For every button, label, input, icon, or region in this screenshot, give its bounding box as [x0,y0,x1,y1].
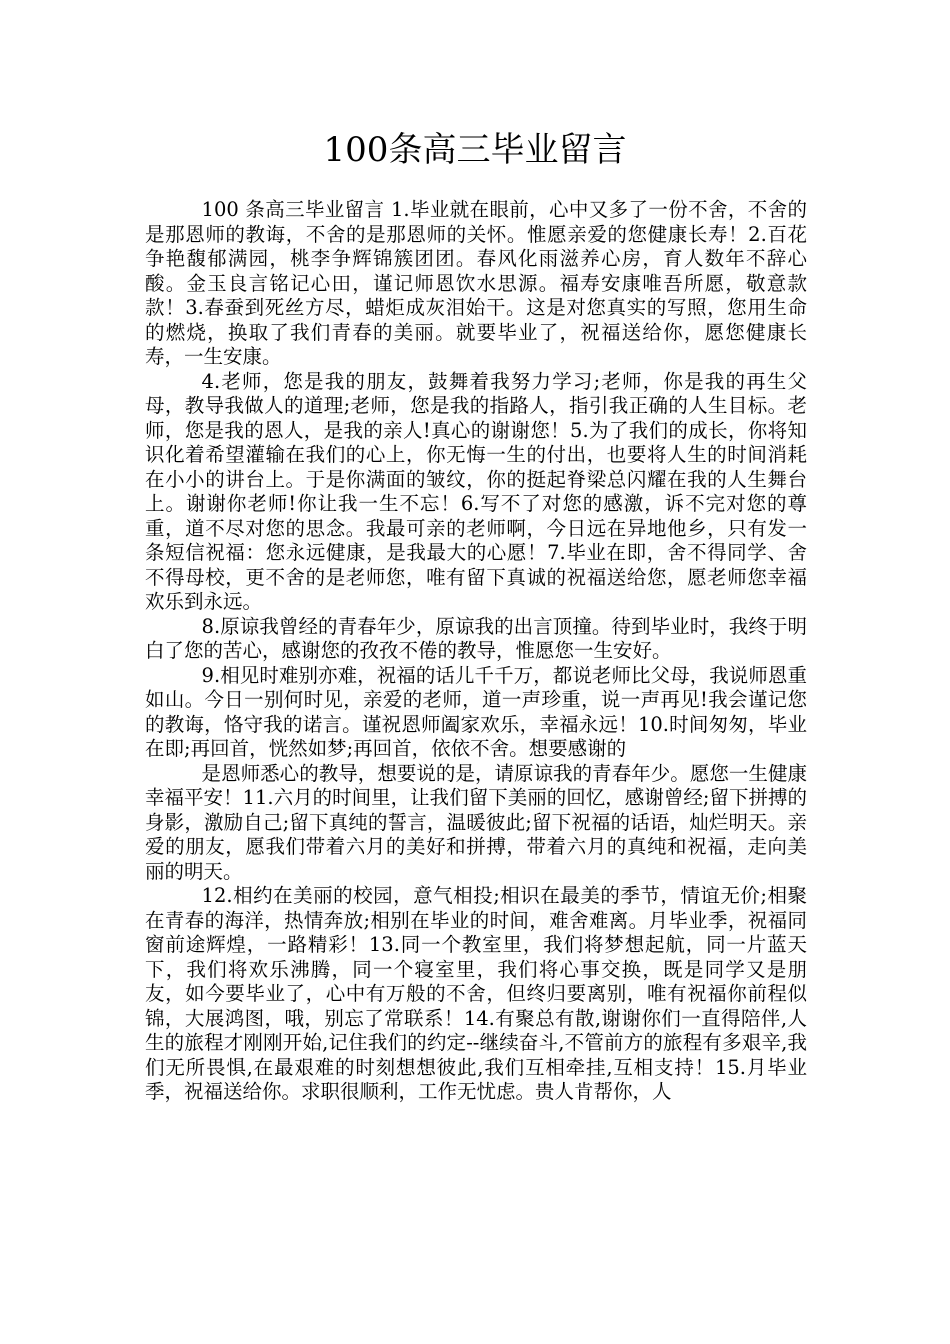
paragraph-4: 9.相见时难别亦难，祝福的话儿千千万，都说老师比父母，我说师恩重如山。今日一别何时见，亲爱的老师，道一声珍重，说一声再见!我会谨记您的教诲，恪守我的诺言。谨祝恩师阖家欢乐，幸福永远！10.时间匆匆，毕业在即;再回首，恍然如梦;再回首，依依不舍。想要感谢的 [145,663,807,760]
paragraph-3: 8.原谅我曾经的青春年少，原谅我的出言顶撞。待到毕业时，我终于明白了您的苦心，感谢您的孜孜不倦的教导，惟愿您一生安好。 [145,614,807,662]
document-body [145,198,807,1105]
paragraph-2: 4.老师，您是我的朋友，鼓舞着我努力学习;老师，你是我的再生父母，教导我做人的道理;老师，您是我的指路人，指引我正确的人生目标。老师，您是我的恩人，是我的亲人!真心的谢谢您！5.为了我们的成长，你将知识化着希望灌输在我们的心上，你无悔一生的付出，也要将人生的时间消耗在小小的讲台上。于是你满面的皱纹，你的挺起脊梁总闪耀在我的人生舞台上。谢谢你老师!你让我一生不忘！6.写不了对您的感激，诉不完对您的尊重，道不尽对您的思念。我最可亲的老师啊，今日远在异地他乡，只有发一条短信祝福：您永远健康，是我最大的心愿！7.毕业在即，舍不得同学、舍不得母校，更不舍的是老师您，唯有留下真诚的祝福送给您，愿老师您幸福欢乐到永远。 [145,369,807,613]
paragraph-5: 是恩师悉心的教导，想要说的是，请原谅我的青春年少。愿您一生健康幸福平安！11.六月的时间里，让我们留下美丽的回忆，感谢曾经;留下拼搏的身影，激励自己;留下真纯的誓言，温暖彼此;留下祝福的话语，灿烂明天。亲爱的朋友，愿我们带着六月的美好和拼搏，带着六月的真纯和祝福，走向美丽的明天。 [145,761,807,883]
paragraph-6: 12.相约在美丽的校园，意气相投;相识在最美的季节，情谊无价;相聚在青春的海洋，热情奔放;相别在毕业的时间，难舍难离。月毕业季，祝福同窗前途辉煌，一路精彩！13.同一个教室里，我们将梦想起航，同一片蓝天下，我们将欢乐沸腾，同一个寝室里，我们将心事交换，既是同学又是朋友，如今要毕业了，心中有万般的不舍，但终归要离别，唯有祝福你前程似锦，大展鸿图，哦，别忘了常联系！14.有聚总有散,谢谢你们一直得陪伴,人生的旅程才刚刚开始,记住我们的约定--继续奋斗,不管前方的旅程有多艰辛,我们无所畏惧,在最艰难的时刻想想彼此,我们互相牵挂,互相支持！15.月毕业季，祝福送给你。求职很顺利，工作无忧虑。贵人肯帮你，人 [145,884,807,1103]
document-title: 100条高三毕业留言 [323,130,627,170]
paragraph-1: 100 条高三毕业留言 1.毕业就在眼前，心中又多了一份不舍，不舍的是那恩师的教诲，不舍的是那恩师的关怀。惟愿亲爱的您健康长寿！2.百花争艳馥郁满园，桃李争辉锦簇团团。春风化雨滋养心房，育人数年不辞心酸。金玉良言铭记心田，谨记师恩饮水思源。福寿安康唯吾所愿，敬意款款！3.春蚕到死丝方尽，蜡炬成灰泪始干。这是对您真实的写照，您用生命的燃烧，换取了我们青春的美丽。就要毕业了，祝福送给你，愿您健康长寿，一生安康。 [145,198,807,368]
